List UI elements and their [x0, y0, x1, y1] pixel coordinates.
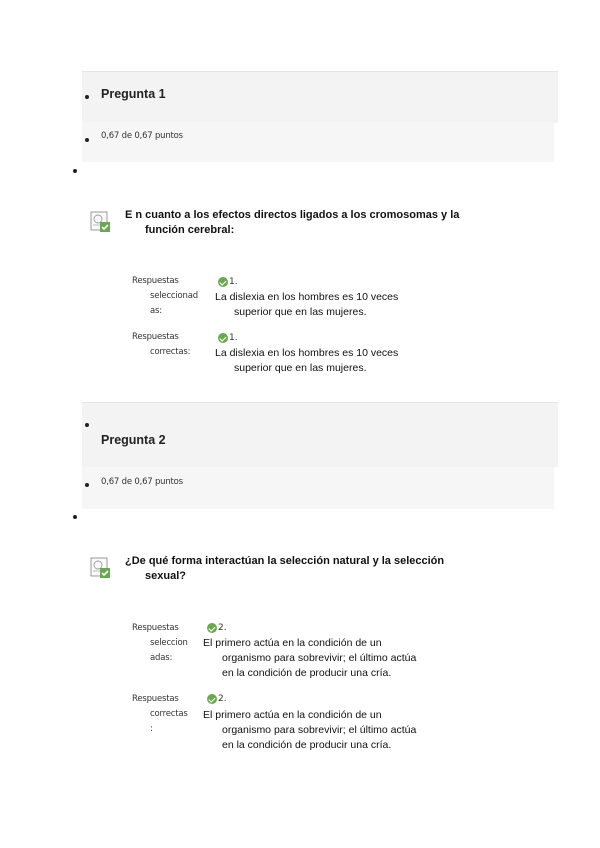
correct-check-icon: [207, 694, 217, 704]
question-2-text: [125, 554, 475, 584]
list-bullet: [85, 423, 89, 427]
label-line: correctas:: [150, 347, 191, 357]
label-line: Respuestas: [132, 623, 179, 633]
correct-check-icon: [207, 623, 217, 633]
answer-line: superior que en las mujeres.: [234, 362, 367, 374]
question-2-points: 0,67 de 0,67 puntos: [101, 477, 183, 487]
answer-line: en la condición de producir una cría.: [222, 739, 392, 751]
question-2-selected-label: [132, 621, 188, 666]
label-line: adas:: [150, 653, 173, 663]
answer-line: organismo para sobrevivir; el último actúa: [222, 652, 417, 664]
question-1-points-box: [82, 122, 554, 162]
question-2-selected-answer: [203, 636, 416, 681]
label-line: correctas: [150, 709, 188, 719]
label-line: Respuestas: [132, 694, 179, 704]
question-1-text: [125, 208, 475, 238]
correct-check-icon: [218, 333, 228, 343]
answer-line: La dislexia en los hombres es 10 veces: [215, 347, 399, 359]
answer-line: organismo para sobrevivir; el último actúa: [222, 724, 417, 736]
question-2-correct-label: [132, 692, 188, 737]
list-bullet: [73, 169, 77, 173]
question-correct-icon: [90, 211, 110, 233]
answer-number: 2.: [218, 694, 227, 704]
question-correct-icon: [90, 557, 110, 579]
question-2-points-box: [82, 467, 554, 509]
question-2-title: Pregunta 2: [101, 433, 166, 447]
answer-line: El primero actúa en la condición de un: [203, 709, 382, 721]
question-1-text-line: E n cuanto a los efectos directos ligados a los cromosomas y la: [125, 209, 460, 221]
answer-line: El primero actúa en la condición de un: [203, 637, 382, 649]
question-1-correct-answer: [215, 346, 398, 376]
label-line: seleccion: [150, 638, 188, 648]
question-1-correct-label: [132, 330, 190, 360]
answer-number: 1.: [229, 333, 238, 343]
list-bullet: [73, 515, 77, 519]
correct-check-icon: [218, 277, 228, 287]
question-1-selected-label: [132, 274, 198, 319]
label-line: Respuestas: [132, 276, 179, 286]
answer-line: superior que en las mujeres.: [234, 306, 367, 318]
question-2-correct-answer: [203, 708, 416, 753]
question-1-text-line: función cerebral:: [145, 224, 235, 236]
answer-line: en la condición de producir una cría.: [222, 667, 392, 679]
answer-line: La dislexia en los hombres es 10 veces: [215, 291, 399, 303]
question-2-text-line: sexual?: [145, 570, 186, 582]
label-line: seleccionad: [150, 291, 198, 301]
question-1-title: Pregunta 1: [101, 87, 166, 101]
answer-number: 1.: [229, 277, 238, 287]
question-1-selected-answer: [215, 290, 398, 320]
list-bullet: [85, 95, 89, 99]
question-1-points: 0,67 de 0,67 puntos: [101, 131, 183, 141]
list-bullet: [85, 138, 89, 142]
label-line: as:: [150, 306, 162, 316]
label-line: :: [150, 724, 153, 734]
question-2-text-line: ¿De qué forma interactúan la selección natural y la selección: [125, 555, 445, 567]
list-bullet: [85, 483, 89, 487]
answer-number: 2.: [218, 623, 227, 633]
label-line: Respuestas: [132, 332, 179, 342]
